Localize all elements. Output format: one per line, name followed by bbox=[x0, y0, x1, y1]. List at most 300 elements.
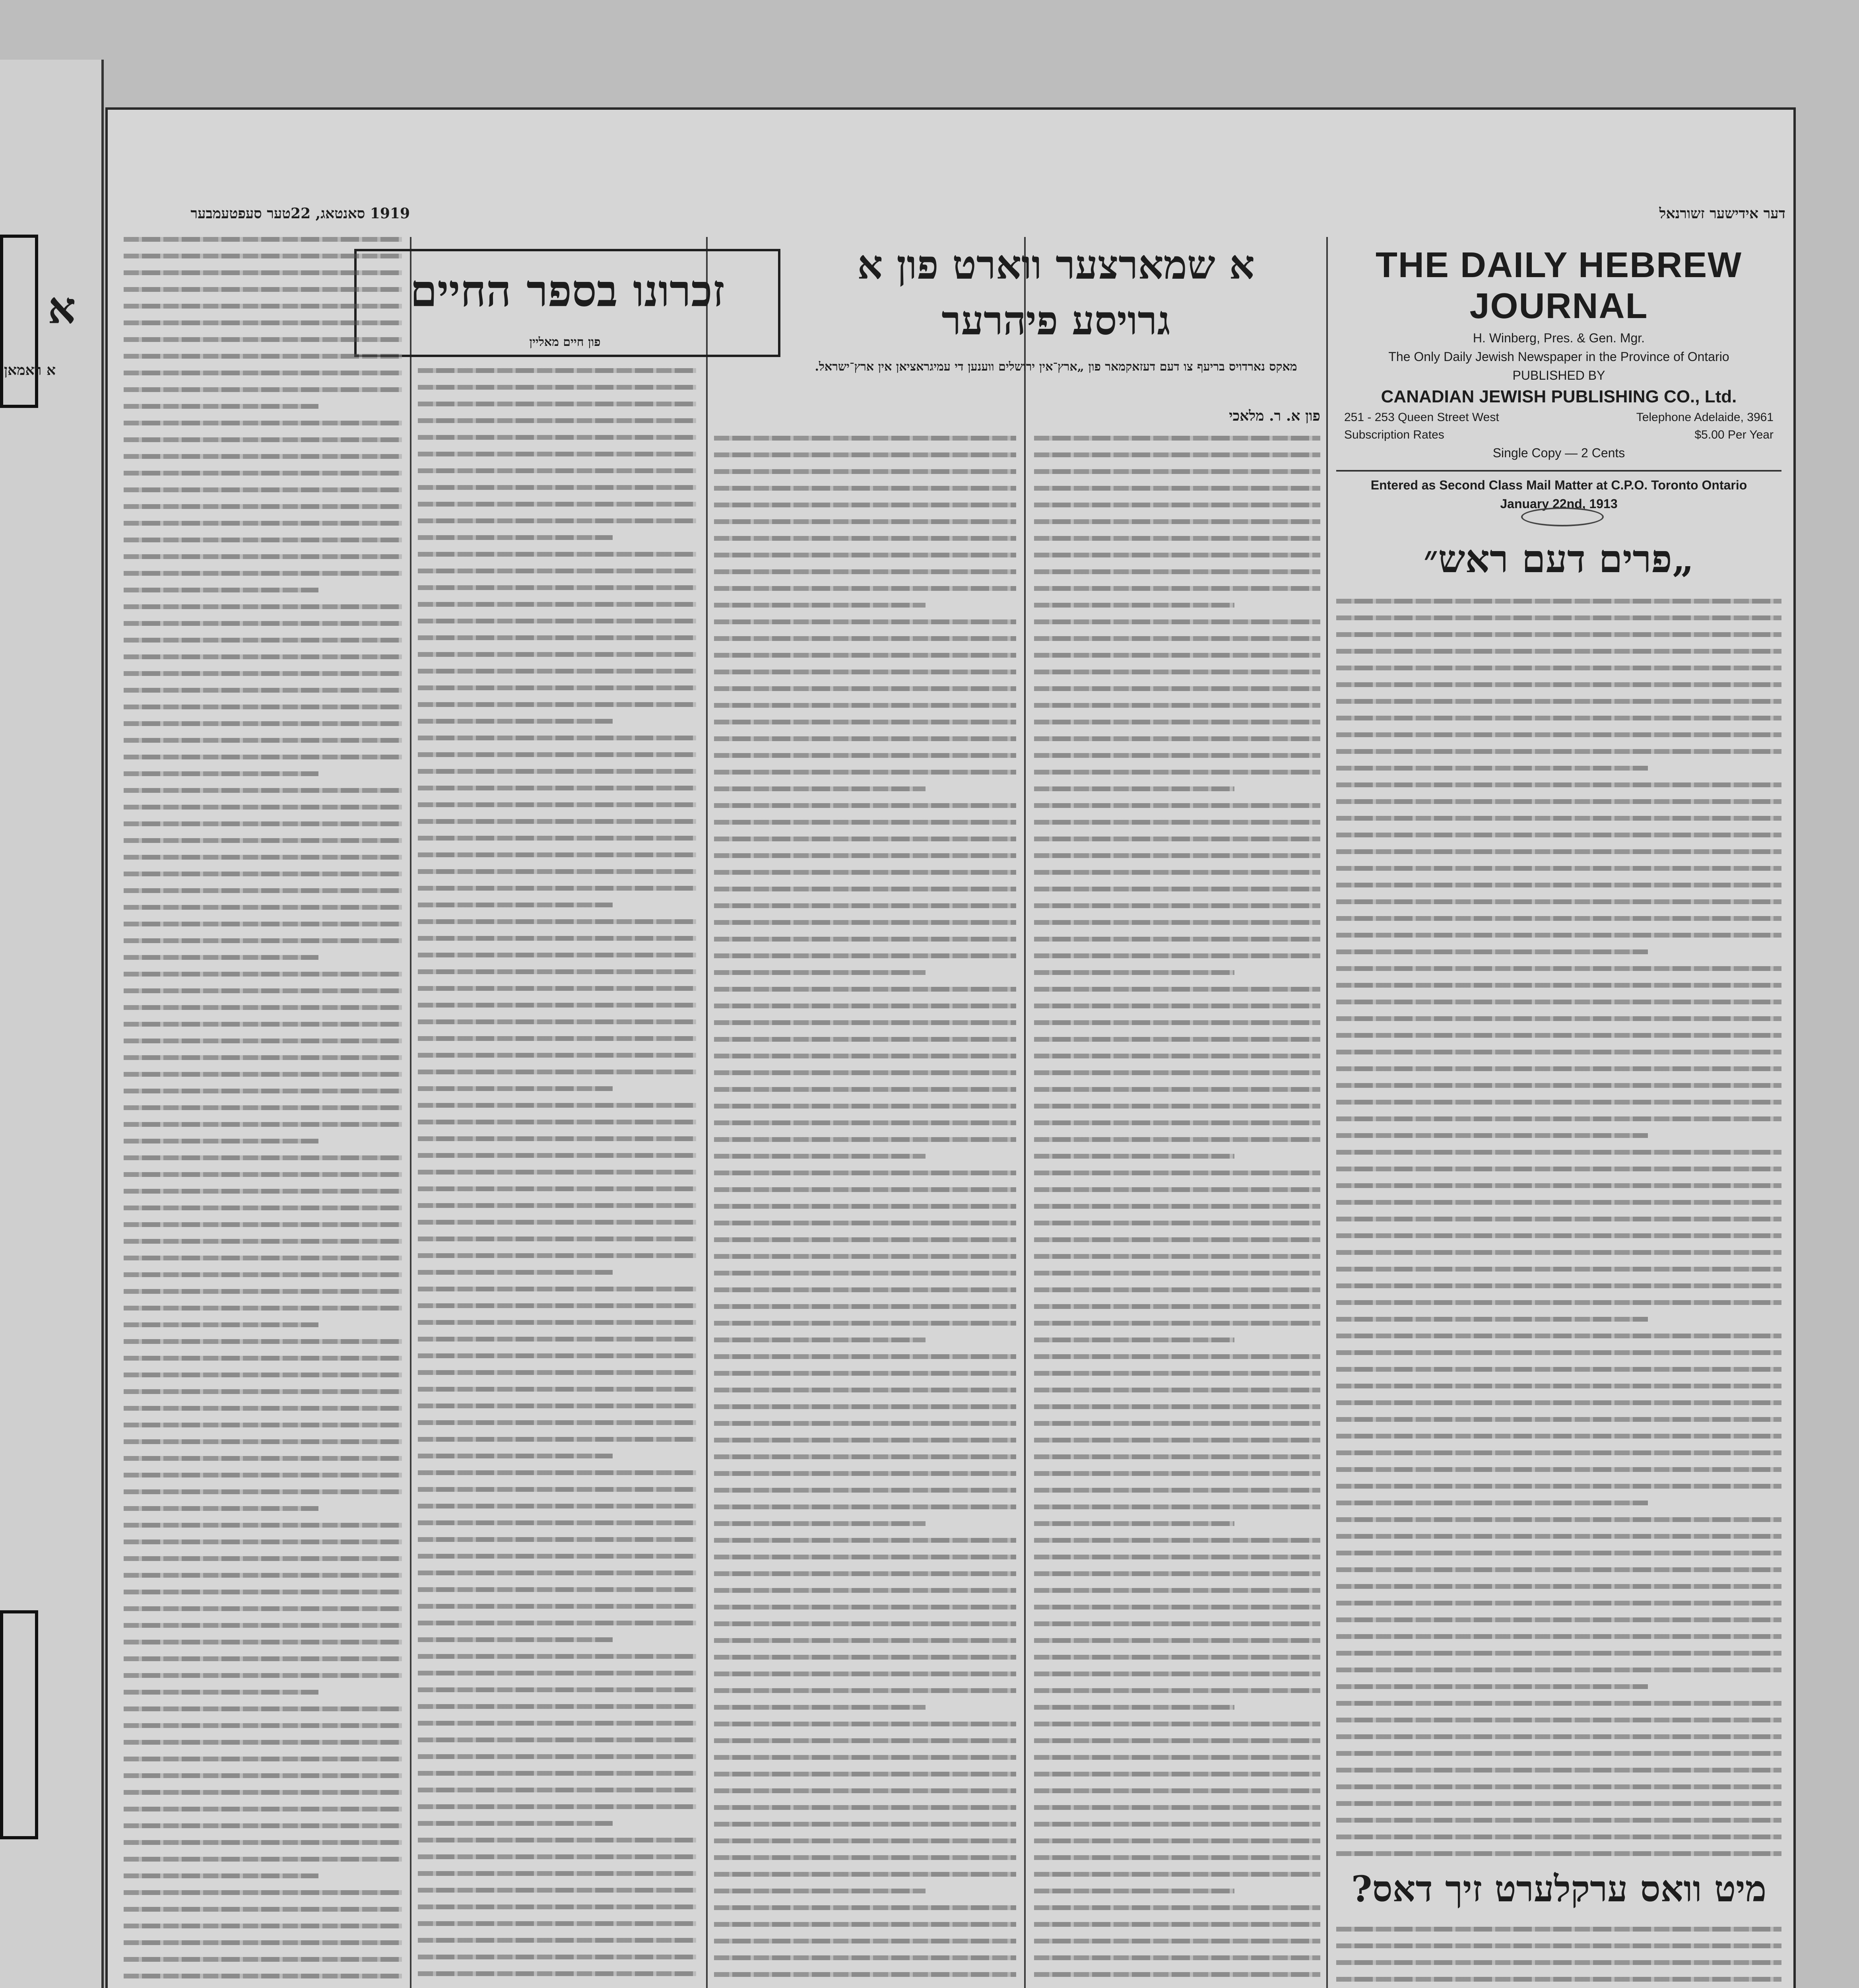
body-text-line bbox=[714, 452, 1016, 457]
body-text-line bbox=[1336, 1200, 1781, 1205]
body-text-line bbox=[1034, 870, 1320, 875]
body-text-line bbox=[1336, 749, 1781, 754]
body-text-line bbox=[124, 1590, 402, 1594]
body-text-line bbox=[124, 1356, 402, 1361]
masthead-ornament bbox=[1521, 507, 1604, 526]
page-paper-name: דער אידישער זשורנאל bbox=[1659, 205, 1785, 222]
body-text-line bbox=[418, 719, 613, 724]
body-text-line bbox=[1336, 1801, 1781, 1806]
body-text-line bbox=[124, 1573, 402, 1578]
body-text-line bbox=[714, 1638, 1016, 1643]
second-article-column bbox=[1336, 1927, 1781, 1988]
body-text-line bbox=[1336, 1601, 1781, 1606]
body-text-line bbox=[418, 1320, 696, 1325]
body-text-line bbox=[1336, 949, 1648, 954]
body-text-line bbox=[1336, 1467, 1781, 1472]
body-text-line bbox=[1034, 686, 1320, 691]
body-text-line bbox=[418, 786, 696, 790]
body-text-line bbox=[1336, 782, 1781, 787]
body-text-line bbox=[418, 1738, 696, 1742]
body-text-line bbox=[1034, 753, 1320, 758]
body-text-line bbox=[1034, 1070, 1320, 1075]
body-text-line bbox=[1336, 1217, 1781, 1221]
newspaper-page bbox=[105, 107, 1796, 1988]
body-text-line bbox=[418, 1387, 696, 1392]
body-text-line bbox=[124, 421, 402, 425]
body-text-line bbox=[1336, 966, 1781, 971]
body-text-line bbox=[1034, 1955, 1320, 1960]
body-text-line bbox=[1336, 716, 1781, 720]
memorial-column-right bbox=[418, 368, 696, 1988]
body-text-line bbox=[124, 1072, 402, 1077]
body-text-line bbox=[1034, 486, 1320, 491]
neighbor-ad-box bbox=[0, 1610, 38, 1839]
body-text-line bbox=[1034, 853, 1320, 858]
masthead-tagline: The Only Daily Jewish Newspaper in the Province of Ontario bbox=[1388, 349, 1729, 364]
body-text-line bbox=[124, 1506, 318, 1511]
body-text-line bbox=[1336, 1100, 1781, 1105]
body-text-line bbox=[714, 1254, 1016, 1259]
body-text-line bbox=[418, 936, 696, 941]
body-text-line bbox=[1336, 1033, 1781, 1038]
body-text-line bbox=[1034, 1638, 1320, 1643]
center-article-byline: פון א. ר. מלאכי bbox=[1229, 408, 1320, 424]
body-text-line bbox=[124, 404, 318, 409]
body-text-line bbox=[418, 1838, 696, 1842]
body-text-line bbox=[714, 887, 1016, 891]
body-text-line bbox=[124, 1640, 402, 1644]
body-text-line bbox=[714, 486, 1016, 491]
body-text-line bbox=[714, 820, 1016, 825]
body-text-line bbox=[1336, 1484, 1781, 1489]
body-text-line bbox=[1034, 619, 1320, 624]
body-text-line bbox=[1034, 987, 1320, 992]
body-text-line bbox=[418, 1253, 696, 1258]
masthead-title: THE DAILY HEBREW JOURNAL bbox=[1375, 245, 1743, 326]
body-text-line bbox=[1336, 1267, 1781, 1272]
body-text-line bbox=[714, 1354, 1016, 1359]
body-text-line bbox=[124, 1206, 402, 1210]
body-text-line bbox=[714, 853, 1016, 858]
body-text-line bbox=[124, 972, 402, 977]
body-text-line bbox=[1034, 636, 1320, 641]
body-text-line bbox=[1034, 1505, 1320, 1509]
body-text-line bbox=[1336, 699, 1781, 704]
body-text-line bbox=[418, 1537, 696, 1542]
body-text-line bbox=[124, 855, 402, 860]
body-text-line bbox=[418, 1788, 696, 1792]
body-text-line bbox=[714, 1755, 1016, 1760]
body-text-line bbox=[124, 604, 402, 609]
body-text-line bbox=[124, 938, 402, 943]
body-text-line bbox=[418, 1404, 696, 1408]
body-text-line bbox=[714, 1872, 1016, 1877]
body-text-line bbox=[1336, 1718, 1781, 1722]
body-text-line bbox=[714, 837, 1016, 841]
body-text-line bbox=[714, 1454, 1016, 1459]
body-text-line bbox=[714, 619, 1016, 624]
body-text-line bbox=[124, 621, 402, 626]
body-text-line bbox=[124, 337, 402, 342]
body-text-line bbox=[124, 771, 318, 776]
body-text-line bbox=[124, 1757, 402, 1761]
body-text-line bbox=[1034, 670, 1320, 674]
body-text-line bbox=[714, 1588, 1016, 1593]
body-text-line bbox=[124, 922, 402, 926]
body-text-line bbox=[1336, 1083, 1781, 1088]
body-text-line bbox=[1034, 803, 1320, 808]
body-text-line bbox=[124, 805, 402, 810]
body-text-line bbox=[1034, 837, 1320, 841]
body-text-line bbox=[124, 838, 402, 843]
body-text-line bbox=[124, 1172, 402, 1177]
body-text-line bbox=[714, 1521, 926, 1526]
body-text-line bbox=[714, 519, 1016, 524]
body-text-line bbox=[1336, 1317, 1648, 1322]
body-text-line bbox=[418, 1520, 696, 1525]
body-text-line bbox=[714, 686, 1016, 691]
body-text-line bbox=[1034, 1655, 1320, 1660]
body-text-line bbox=[124, 1189, 402, 1194]
body-text-line bbox=[418, 752, 696, 757]
body-text-line bbox=[1034, 1855, 1320, 1860]
body-text-line bbox=[1336, 1534, 1781, 1539]
masthead-published-by: PUBLISHED BY bbox=[1512, 368, 1605, 382]
body-text-line bbox=[1034, 536, 1320, 541]
body-text-line bbox=[124, 270, 402, 275]
body-text-line bbox=[1034, 1137, 1320, 1142]
body-text-line bbox=[1034, 1171, 1320, 1175]
body-text-line bbox=[418, 502, 696, 507]
body-text-line bbox=[124, 1623, 402, 1628]
body-text-line bbox=[1336, 1350, 1781, 1355]
body-text-line bbox=[1034, 736, 1320, 741]
body-text-line bbox=[714, 1688, 1016, 1693]
body-text-line bbox=[1336, 1784, 1781, 1789]
body-text-line bbox=[1034, 1588, 1320, 1593]
body-text-line bbox=[124, 1873, 318, 1878]
center-article-subtitle: מאקס נארדויס בריעף צו דעם דעזאקמאר פון „ארץ־אין ירושלים ווענען די עמיגראציאן אין ארץ־ישראל. bbox=[815, 360, 1297, 374]
body-text-line bbox=[1336, 1851, 1781, 1856]
body-text-line bbox=[1034, 1972, 1320, 1977]
body-text-line bbox=[124, 1823, 402, 1828]
body-text-line bbox=[124, 504, 402, 509]
body-text-line bbox=[418, 1086, 613, 1091]
body-text-line bbox=[124, 788, 402, 793]
body-text-line bbox=[714, 586, 1016, 591]
body-text-line bbox=[1034, 1755, 1320, 1760]
body-text-line bbox=[418, 986, 696, 991]
body-text-line bbox=[1034, 603, 1234, 608]
masthead-publisher: CANADIAN JEWISH PUBLISHING CO., Ltd. bbox=[1381, 387, 1737, 406]
body-text-line bbox=[124, 988, 402, 993]
body-text-line bbox=[1336, 916, 1781, 921]
body-text-line bbox=[1034, 452, 1320, 457]
body-text-line bbox=[124, 638, 402, 643]
body-text-line bbox=[714, 569, 1016, 574]
body-text-line bbox=[1034, 1454, 1320, 1459]
left-column bbox=[124, 237, 402, 1988]
body-text-line bbox=[1336, 1768, 1781, 1773]
body-text-line bbox=[1034, 1120, 1320, 1125]
body-text-line bbox=[1336, 1384, 1781, 1388]
body-text-line bbox=[418, 836, 696, 841]
body-text-line bbox=[1336, 1927, 1781, 1932]
body-text-line bbox=[124, 588, 318, 592]
column-rule bbox=[706, 237, 708, 1988]
body-text-line bbox=[1034, 1237, 1320, 1242]
body-text-line bbox=[124, 287, 402, 292]
body-text-line bbox=[418, 435, 696, 440]
body-text-line bbox=[124, 237, 402, 242]
body-text-line bbox=[124, 1439, 402, 1444]
body-text-line bbox=[1336, 732, 1781, 737]
body-text-line bbox=[418, 1854, 696, 1859]
body-text-line bbox=[1034, 1087, 1320, 1092]
body-text-line bbox=[124, 1256, 402, 1260]
body-text-line bbox=[1336, 1551, 1781, 1555]
body-text-line bbox=[124, 1673, 402, 1678]
body-text-line bbox=[418, 1621, 696, 1625]
body-text-line bbox=[124, 1105, 402, 1110]
body-text-line bbox=[124, 1790, 402, 1795]
body-text-line bbox=[124, 471, 402, 476]
column-rule bbox=[1024, 237, 1026, 1988]
body-text-line bbox=[124, 1706, 402, 1711]
body-text-line bbox=[714, 1271, 1016, 1276]
body-text-line bbox=[1336, 599, 1781, 604]
body-text-line bbox=[714, 720, 1016, 724]
body-text-line bbox=[124, 1807, 402, 1811]
body-text-line bbox=[418, 819, 696, 824]
body-text-line bbox=[1034, 569, 1320, 574]
body-text-line bbox=[1034, 586, 1320, 591]
body-text-line bbox=[714, 1404, 1016, 1409]
body-text-line bbox=[714, 1137, 1016, 1142]
body-text-line bbox=[1336, 682, 1781, 687]
body-text-line bbox=[418, 1905, 696, 1909]
body-text-line bbox=[418, 1019, 696, 1024]
masthead-address: 251 - 253 Queen Street West bbox=[1344, 411, 1499, 424]
body-text-line bbox=[124, 1489, 402, 1494]
body-text-line bbox=[418, 1704, 696, 1709]
body-text-line bbox=[1336, 1066, 1781, 1071]
body-text-line bbox=[1034, 1438, 1320, 1442]
body-text-line bbox=[714, 970, 926, 975]
body-text-line bbox=[1336, 666, 1781, 670]
body-text-line bbox=[418, 852, 696, 857]
body-text-line bbox=[1034, 1104, 1320, 1109]
body-text-line bbox=[1336, 1668, 1781, 1672]
body-text-line bbox=[418, 886, 696, 891]
body-text-line bbox=[1034, 920, 1320, 925]
body-text-line bbox=[124, 1339, 402, 1344]
body-text-line bbox=[124, 738, 402, 743]
body-text-line bbox=[124, 1289, 402, 1294]
body-text-line bbox=[418, 869, 696, 874]
body-text-line bbox=[714, 1955, 1016, 1960]
body-text-line bbox=[714, 1738, 1016, 1743]
body-text-line bbox=[714, 1154, 926, 1159]
body-text-line bbox=[1034, 1354, 1320, 1359]
body-text-line bbox=[1034, 1404, 1320, 1409]
body-text-line bbox=[714, 1605, 1016, 1609]
body-text-line bbox=[714, 1505, 1016, 1509]
body-text-line bbox=[124, 1389, 402, 1394]
body-text-line bbox=[124, 304, 402, 309]
body-text-line bbox=[418, 1487, 696, 1492]
body-text-line bbox=[714, 1571, 1016, 1576]
body-text-line bbox=[124, 371, 402, 375]
body-text-line bbox=[418, 953, 696, 957]
body-text-line bbox=[418, 1454, 613, 1458]
body-text-line bbox=[1034, 1621, 1320, 1626]
body-text-line bbox=[1034, 1672, 1320, 1676]
body-text-line bbox=[124, 1957, 402, 1962]
body-text-line bbox=[714, 536, 1016, 541]
body-text-line bbox=[1336, 1000, 1781, 1004]
body-text-line bbox=[1034, 1605, 1320, 1609]
body-text-line bbox=[714, 1388, 1016, 1392]
body-text-line bbox=[418, 1437, 696, 1442]
body-text-line bbox=[1034, 703, 1320, 708]
body-text-line bbox=[124, 1840, 402, 1845]
body-text-line bbox=[418, 1203, 696, 1208]
body-text-line bbox=[714, 1822, 1016, 1827]
body-text-line bbox=[714, 1922, 1016, 1927]
body-text-line bbox=[714, 1237, 1016, 1242]
body-text-line bbox=[124, 387, 402, 392]
body-text-line bbox=[714, 1104, 1016, 1109]
body-text-line bbox=[418, 585, 696, 590]
body-text-line bbox=[714, 953, 1016, 958]
body-text-line bbox=[714, 1471, 1016, 1476]
body-text-line bbox=[418, 1036, 696, 1041]
body-text-line bbox=[124, 1924, 402, 1928]
body-text-line bbox=[124, 1523, 402, 1528]
body-text-line bbox=[1034, 519, 1320, 524]
body-text-line bbox=[1336, 1943, 1781, 1948]
body-text-line bbox=[1034, 1822, 1320, 1827]
neighbor-title-box bbox=[0, 235, 38, 408]
body-text-line bbox=[1336, 1150, 1781, 1155]
body-text-line bbox=[124, 1322, 318, 1327]
body-text-line bbox=[124, 1606, 402, 1611]
body-text-line bbox=[1034, 1905, 1320, 1910]
body-text-line bbox=[714, 937, 1016, 942]
body-text-line bbox=[1034, 1722, 1320, 1726]
body-text-line bbox=[124, 1022, 402, 1027]
masthead-single-copy: Single Copy — 2 Cents bbox=[1492, 446, 1625, 460]
body-text-line bbox=[418, 485, 696, 490]
body-text-line bbox=[714, 603, 926, 608]
body-text-line bbox=[1034, 1705, 1234, 1710]
body-text-line bbox=[714, 803, 1016, 808]
body-text-line bbox=[418, 1237, 696, 1241]
body-text-line bbox=[1034, 1371, 1320, 1376]
body-text-line bbox=[418, 969, 696, 974]
body-text-line bbox=[1336, 1133, 1648, 1138]
body-text-line bbox=[1336, 833, 1781, 837]
body-text-line bbox=[714, 553, 1016, 557]
body-text-line bbox=[1034, 553, 1320, 557]
body-text-line bbox=[1336, 1818, 1781, 1823]
body-text-line bbox=[124, 705, 402, 709]
body-text-line bbox=[1034, 1471, 1320, 1476]
body-text-line bbox=[714, 1221, 1016, 1225]
body-text-line bbox=[1336, 1050, 1781, 1054]
body-text-line bbox=[124, 538, 402, 542]
body-text-line bbox=[124, 1556, 402, 1561]
body-text-line bbox=[1034, 1488, 1320, 1493]
body-text-line bbox=[418, 1220, 696, 1225]
body-text-line bbox=[714, 1321, 1016, 1326]
body-text-line bbox=[1034, 1037, 1320, 1042]
body-text-line bbox=[1336, 1960, 1781, 1965]
body-text-line bbox=[714, 653, 1016, 658]
editorial-title: „פרים דעם ראש״ bbox=[1423, 536, 1694, 581]
body-text-line bbox=[124, 554, 402, 559]
body-text-line bbox=[418, 1871, 696, 1876]
body-text-line bbox=[418, 1971, 696, 1976]
body-text-line bbox=[714, 1722, 1016, 1726]
body-text-line bbox=[124, 1656, 402, 1661]
body-text-line bbox=[418, 1604, 696, 1609]
body-text-line bbox=[714, 1187, 1016, 1192]
body-text-line bbox=[714, 1905, 1016, 1910]
editorial-column bbox=[1336, 599, 1781, 1871]
body-text-line bbox=[1034, 1321, 1320, 1326]
body-text-line bbox=[714, 1972, 1016, 1977]
body-text-line bbox=[1336, 1701, 1781, 1706]
body-text-line bbox=[1034, 953, 1320, 958]
center-article-column-right bbox=[1034, 436, 1320, 1988]
body-text-line bbox=[124, 454, 402, 459]
body-text-line bbox=[714, 1371, 1016, 1376]
body-text-line bbox=[1034, 770, 1320, 775]
body-text-line bbox=[418, 652, 696, 657]
body-text-line bbox=[714, 1004, 1016, 1008]
body-text-line bbox=[418, 1053, 696, 1058]
body-text-line bbox=[1034, 1688, 1320, 1693]
body-text-line bbox=[714, 670, 1016, 674]
body-text-line bbox=[418, 1637, 613, 1642]
body-text-line bbox=[714, 503, 1016, 507]
body-text-line bbox=[1336, 1517, 1781, 1522]
body-text-line bbox=[1034, 937, 1320, 942]
body-text-line bbox=[1034, 1839, 1320, 1843]
body-text-line bbox=[124, 1773, 402, 1778]
body-text-line bbox=[418, 903, 613, 907]
body-text-line bbox=[418, 1337, 696, 1342]
body-text-line bbox=[1034, 1004, 1320, 1008]
body-text-line bbox=[714, 1070, 1016, 1075]
body-text-line bbox=[1336, 1617, 1781, 1622]
body-text-line bbox=[1034, 1738, 1320, 1743]
body-text-line bbox=[418, 452, 696, 456]
body-text-line bbox=[1336, 1567, 1781, 1572]
body-text-line bbox=[714, 1939, 1016, 1943]
body-text-line bbox=[124, 1890, 402, 1895]
body-text-line bbox=[1034, 903, 1320, 908]
body-text-line bbox=[124, 755, 402, 759]
body-text-line bbox=[418, 1120, 696, 1124]
center-article-title-line2: גרויסע פיהרער bbox=[941, 297, 1170, 344]
body-text-line bbox=[1336, 1450, 1781, 1455]
body-text-line bbox=[714, 736, 1016, 741]
body-text-line bbox=[418, 685, 696, 690]
body-text-line bbox=[124, 1456, 402, 1461]
